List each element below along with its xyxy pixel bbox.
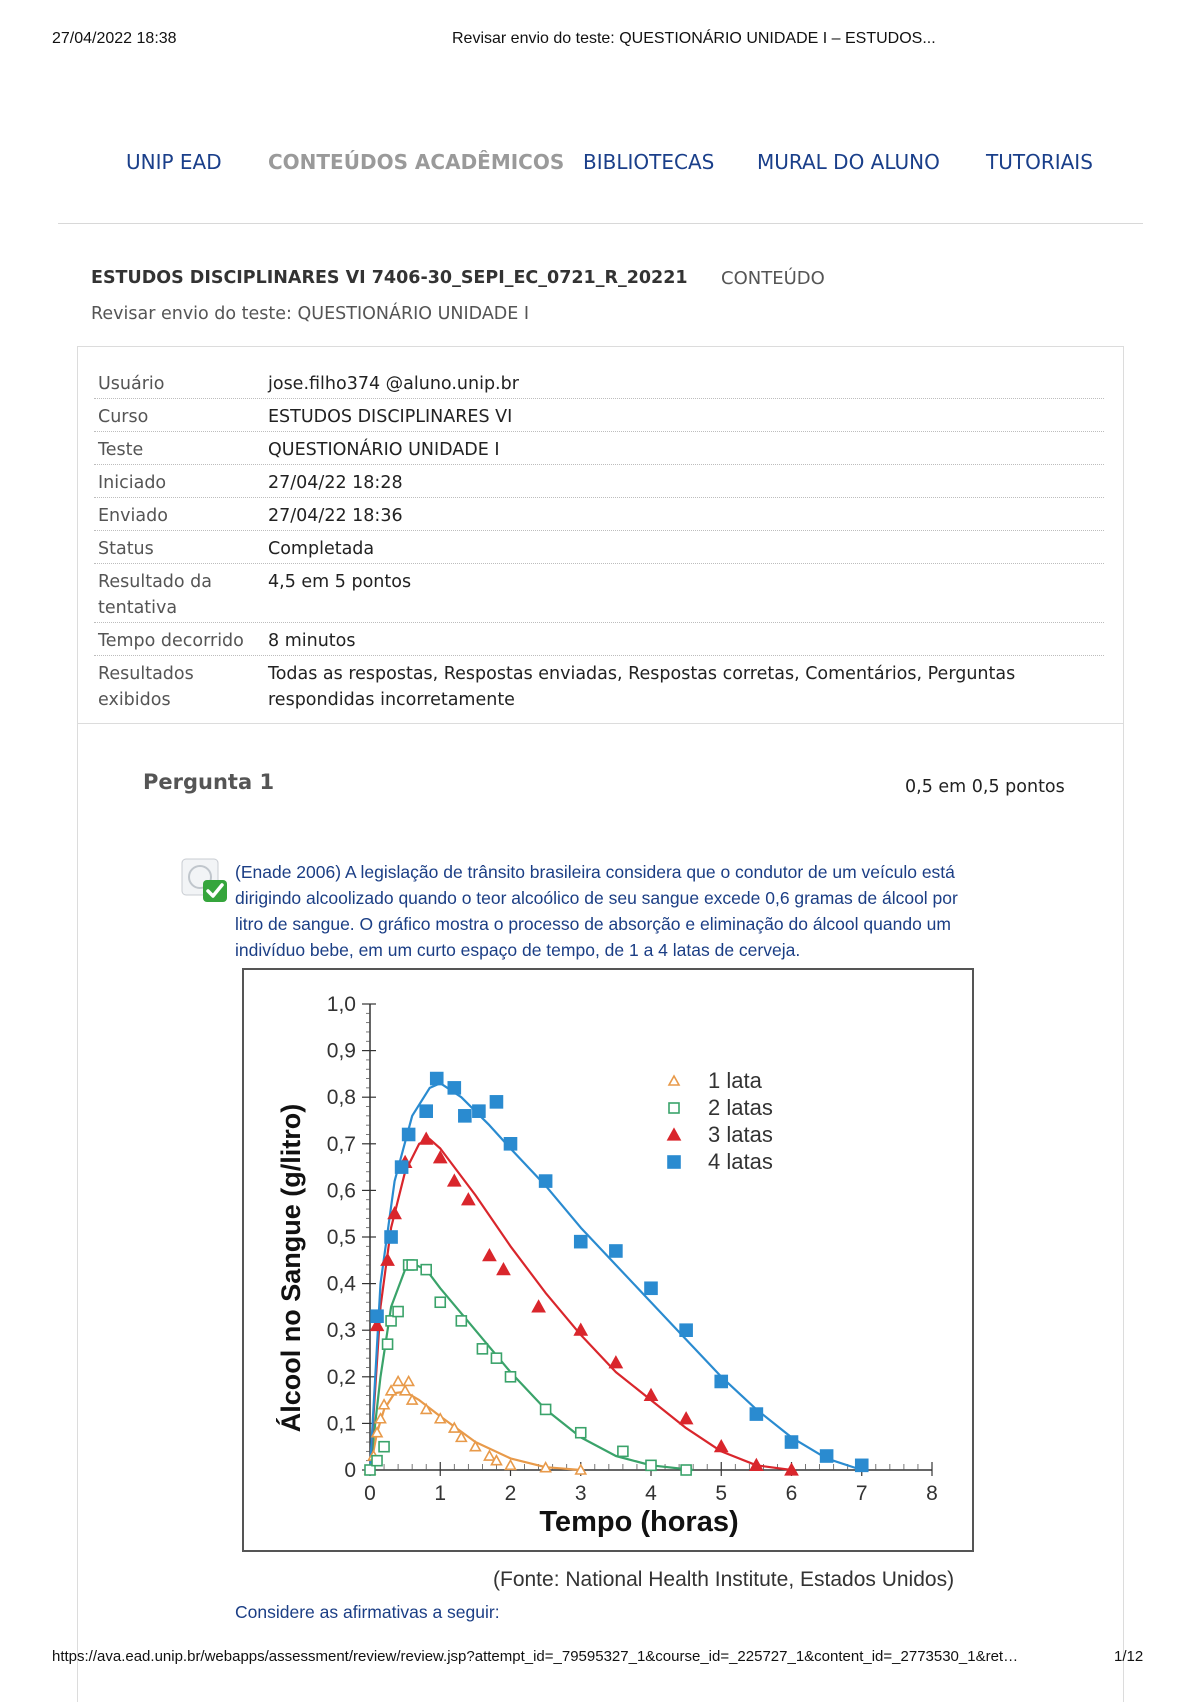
data-point	[393, 1307, 403, 1317]
data-point	[473, 1105, 485, 1117]
nav-bibliotecas[interactable]: BIBLIOTECAS	[583, 150, 715, 174]
question-text-line: (Enade 2006) A legislação de trânsito brasileira considera que o condutor de um veículo está	[235, 862, 955, 882]
legend-label: 4 latas	[708, 1149, 773, 1174]
data-point	[491, 1353, 501, 1363]
data-point	[379, 1442, 389, 1452]
data-point	[393, 1376, 403, 1385]
data-point	[484, 1451, 494, 1460]
data-point	[576, 1428, 586, 1438]
data-point	[540, 1175, 552, 1187]
data-point	[431, 1073, 443, 1085]
info-label: Status	[98, 539, 154, 559]
question-text-line: litro de sangue. O gráfico mostra o processo de absorção e eliminação do álcool quando um	[235, 914, 951, 934]
data-point	[680, 1413, 692, 1424]
data-point	[618, 1446, 628, 1456]
info-label: Curso	[98, 407, 149, 427]
y-tick-label: 0,2	[326, 1365, 356, 1389]
data-point	[386, 1316, 396, 1326]
question-text	[235, 859, 1035, 963]
info-row	[94, 661, 1104, 714]
nav-tutoriais[interactable]: TUTORIAIS	[986, 150, 1093, 174]
series-curve	[370, 1392, 581, 1470]
print-page-number: 1/12	[1114, 1648, 1144, 1665]
data-point	[448, 1175, 460, 1186]
series-curve	[370, 1139, 792, 1470]
info-value: Completada	[268, 539, 375, 559]
y-tick-label: 0,6	[326, 1179, 356, 1203]
info-row	[94, 536, 1104, 564]
info-row	[94, 503, 1104, 531]
print-date: 27/04/2022 18:38	[52, 30, 177, 47]
data-point	[645, 1282, 657, 1294]
info-label: Resultado da tentativa	[98, 572, 213, 618]
data-point	[505, 1138, 517, 1150]
info-row	[94, 628, 1104, 656]
y-tick-label: 0,8	[326, 1086, 356, 1110]
x-tick-label: 2	[504, 1482, 517, 1505]
data-point	[462, 1194, 474, 1205]
info-row	[94, 437, 1104, 465]
data-point	[668, 1156, 680, 1168]
info-label: Teste	[98, 440, 144, 460]
question-text-line: indivíduo bebe, em um curto espaço de tempo, de 1 a 4 latas de cerveja.	[235, 940, 801, 960]
y-tick-label: 0,3	[326, 1319, 356, 1343]
x-tick-label: 8	[926, 1482, 938, 1505]
info-label: Usuário	[98, 374, 165, 394]
data-point	[404, 1376, 414, 1385]
data-point	[533, 1301, 545, 1312]
data-point	[680, 1324, 692, 1336]
info-value: 8 minutos	[268, 631, 356, 651]
nav-mural-do-aluno[interactable]: MURAL DO ALUNO	[757, 150, 940, 174]
data-point	[372, 1456, 382, 1466]
info-row	[94, 569, 1104, 623]
nav-unip-ead[interactable]: UNIP EAD	[126, 150, 222, 174]
data-point	[371, 1310, 383, 1322]
data-point	[421, 1265, 431, 1275]
info-value: Todas as respostas, Respostas enviadas, Respostas corretas, Comentários, Perguntas respondidas incorretamente	[268, 664, 1016, 710]
question-score: 0,5 em 0,5 pontos	[905, 777, 1065, 797]
nav-conteudos-academicos[interactable]: CONTEÚDOS ACADÊMICOS	[268, 150, 565, 174]
data-point	[490, 1096, 502, 1108]
data-point	[407, 1260, 417, 1270]
data-point	[448, 1082, 460, 1094]
chart-x-label: Tempo (horas)	[539, 1506, 739, 1538]
series-curve	[370, 1083, 862, 1470]
print-url: https://ava.ead.unip.br/webapps/assessment/review/review.jsp?attempt_id=_79595327_1&course_id=_225727_1&content_id=_2773530_1&ret…	[52, 1648, 1019, 1665]
info-row	[94, 371, 1104, 399]
y-tick-label: 0,4	[326, 1272, 356, 1296]
data-point	[456, 1316, 466, 1326]
info-value: ESTUDOS DISCIPLINARES VI	[268, 407, 513, 427]
data-point	[400, 1386, 410, 1395]
question-text-line: dirigindo alcoolizado quando o teor alcoólico de seu sangue excede 0,6 gramas de álcool por	[235, 888, 958, 908]
info-value: jose.filho374 @aluno.unip.br	[268, 374, 519, 394]
info-row	[94, 470, 1104, 498]
attempt-info-panel	[77, 346, 1124, 724]
x-tick-label: 5	[715, 1482, 728, 1505]
data-point	[506, 1372, 516, 1382]
data-point	[645, 1389, 657, 1400]
data-point	[506, 1460, 516, 1469]
data-point	[383, 1339, 393, 1349]
data-point	[459, 1110, 471, 1122]
chart-y-label: Álcool no Sangue (g/litro)	[276, 1103, 306, 1433]
breadcrumb: Revisar envio do teste: QUESTIONÁRIO UNIDADE I	[91, 304, 530, 324]
data-point	[610, 1245, 622, 1257]
data-point	[856, 1459, 868, 1471]
x-tick-label: 6	[785, 1482, 798, 1505]
data-point	[435, 1297, 445, 1307]
data-point	[750, 1408, 762, 1420]
info-label: Iniciado	[98, 473, 167, 493]
top-nav	[0, 150, 1191, 190]
nav-divider	[58, 223, 1143, 224]
y-tick-label: 1,0	[326, 993, 356, 1016]
x-tick-label: 7	[855, 1482, 868, 1505]
data-point	[646, 1460, 656, 1470]
legend-label: 2 latas	[708, 1095, 773, 1120]
data-point	[821, 1450, 833, 1462]
correct-check-icon	[181, 858, 229, 904]
legend-label: 1 lata	[708, 1068, 762, 1093]
data-point	[403, 1128, 415, 1140]
data-point	[396, 1161, 408, 1173]
data-point	[669, 1103, 679, 1113]
chart-svg	[244, 970, 972, 1550]
data-point	[420, 1105, 432, 1117]
y-tick-label: 0,5	[326, 1226, 356, 1249]
data-point	[483, 1250, 495, 1261]
info-row	[94, 404, 1104, 432]
info-value: 4,5 em 5 pontos	[268, 572, 412, 592]
consider-statements: Considere as afirmativas a seguir:	[235, 1602, 500, 1622]
course-title: ESTUDOS DISCIPLINARES VI 7406-30_SEPI_EC_0721_R_20221	[91, 268, 688, 288]
y-tick-label: 0,1	[326, 1412, 356, 1436]
x-tick-label: 1	[434, 1482, 447, 1505]
alcohol-chart	[242, 968, 974, 1552]
data-point	[715, 1441, 727, 1452]
data-point	[407, 1395, 417, 1404]
data-point	[669, 1076, 679, 1085]
y-tick-label: 0,9	[326, 1039, 356, 1063]
data-point	[541, 1404, 551, 1414]
legend-label: 3 latas	[708, 1122, 773, 1147]
info-value: 27/04/22 18:28	[268, 473, 403, 493]
x-tick-label: 4	[645, 1482, 657, 1505]
y-tick-label: 0	[344, 1459, 356, 1482]
chart-source: (Fonte: National Health Institute, Estados Unidos)	[493, 1568, 955, 1591]
y-tick-label: 0,7	[326, 1132, 356, 1156]
data-point	[681, 1465, 691, 1475]
data-point	[786, 1436, 798, 1448]
data-point	[610, 1357, 622, 1368]
data-point	[477, 1344, 487, 1354]
info-label: Resultados exibidos	[98, 664, 194, 710]
data-point	[575, 1236, 587, 1248]
data-point	[715, 1375, 727, 1387]
info-label: Tempo decorrido	[98, 631, 244, 651]
info-label: Enviado	[98, 506, 168, 526]
question-title: Pergunta 1	[143, 770, 275, 794]
x-tick-label: 0	[364, 1482, 376, 1505]
data-point	[497, 1264, 509, 1275]
info-value: 27/04/22 18:36	[268, 506, 403, 526]
data-point	[668, 1129, 680, 1140]
x-tick-label: 3	[574, 1482, 587, 1505]
print-title: Revisar envio do teste: QUESTIONÁRIO UNIDADE I – ESTUDOS...	[452, 30, 936, 47]
data-point	[365, 1465, 375, 1475]
content-link[interactable]: CONTEÚDO	[721, 268, 825, 289]
data-point	[385, 1231, 397, 1243]
info-value: QUESTIONÁRIO UNIDADE I	[268, 440, 500, 460]
data-point	[386, 1386, 396, 1395]
